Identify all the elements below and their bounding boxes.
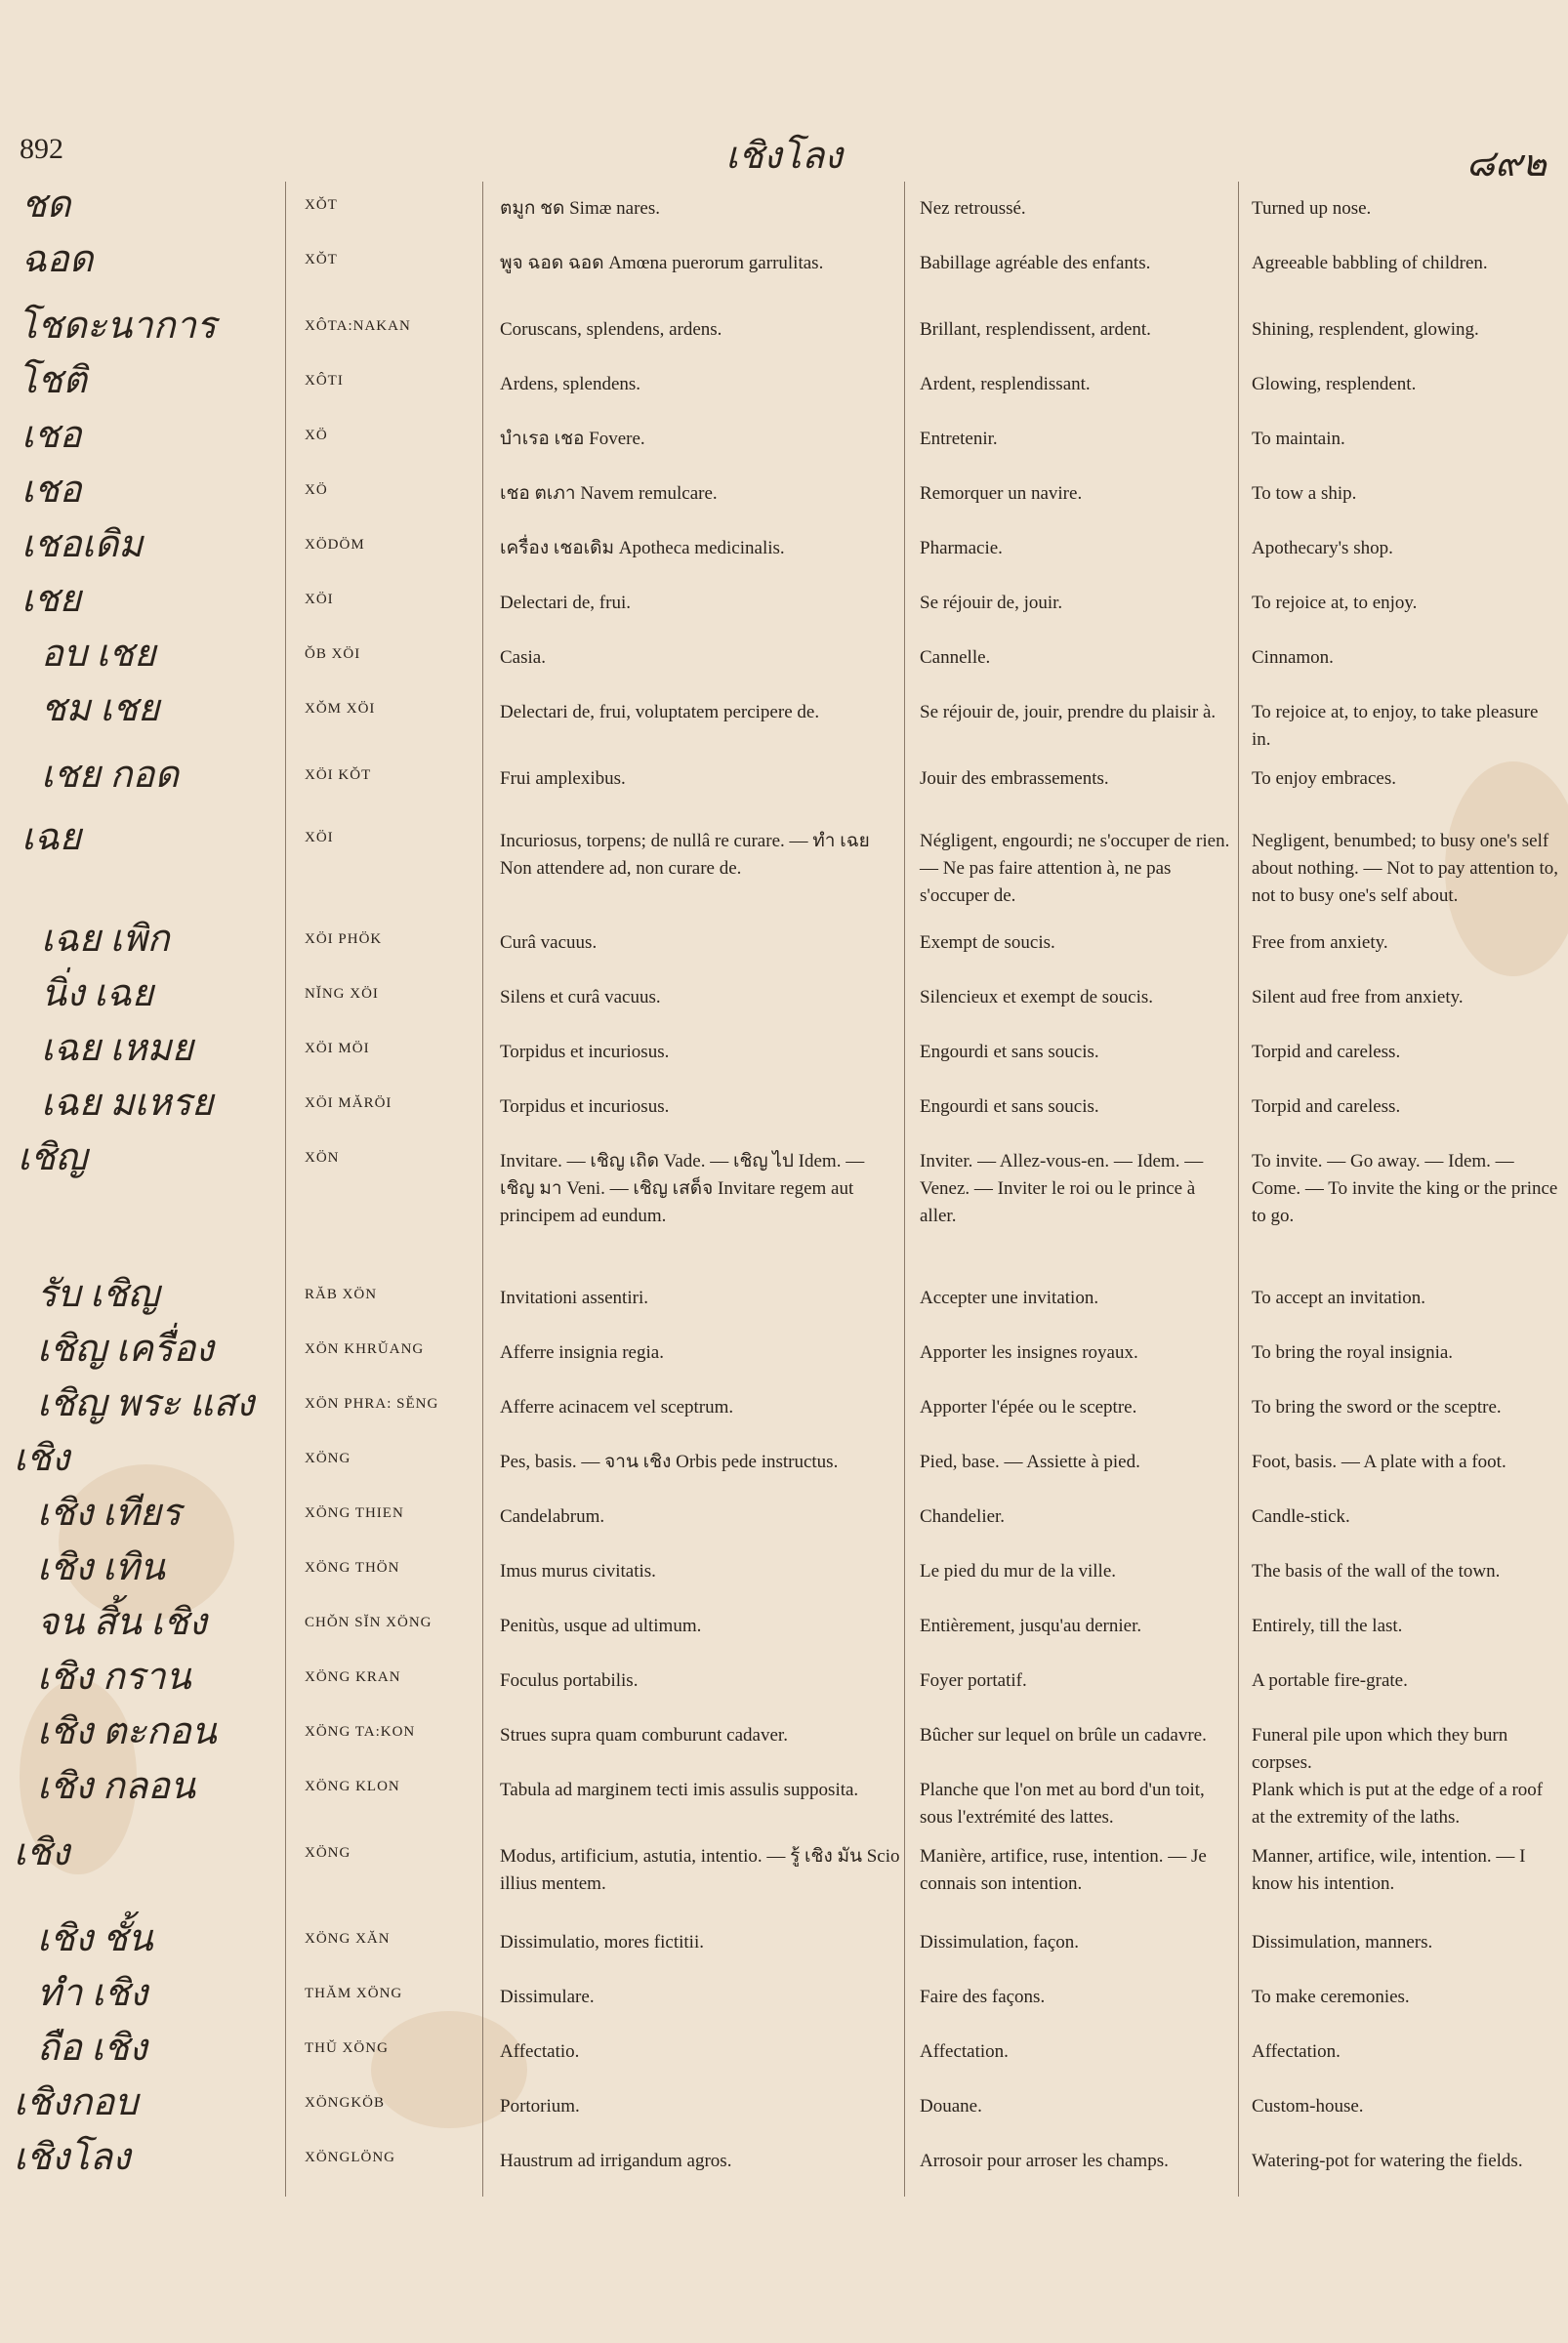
entry-english: Torpid and careless. [1252,1096,1401,1117]
entry-thai: เชิงกอบ [14,2082,139,2123]
entry-romanization: NĬNG XÖI [305,986,379,1002]
entry-english: To rejoice at, to enjoy, to take pleasure in. [1252,702,1539,750]
entry-thai: เชิญ พระ แสง [37,1383,255,1424]
entry-english: The basis of the wall of the town. [1252,1561,1501,1582]
entry-latin: บำเรอ เชอ Fovere. [500,429,645,449]
entry-latin: Ardens, splendens. [500,374,641,394]
entry-english: Affectation. [1252,2041,1341,2062]
entry-latin: Afferre acinacem vel sceptrum. [500,1397,734,1418]
entry-english: To invite. — Go away. — Idem. — Come. — To invite the king or the prince to go. [1252,1151,1558,1226]
entry-french: Se réjouir de, jouir, prendre du plaisir à. [920,702,1217,722]
entry-english: Cinnamon. [1252,647,1334,668]
entry-romanization: XÔTA:NAKAN [305,318,411,334]
entry-latin: Imus murus civitatis. [500,1561,656,1582]
entry-latin: Delectari de, frui. [500,593,631,613]
entry-english: Shining, resplendent, glowing. [1252,319,1479,340]
entry-romanization: XÔTI [305,373,344,389]
entry-latin: Dissimulare. [500,1987,595,2007]
entry-romanization: XÖN KHRŬANG [305,1341,425,1357]
entry-english: To accept an invitation. [1252,1288,1426,1308]
entry-thai: ชม เชย [41,688,160,729]
entry-english: Negligent, benumbed; to busy one's self about nothing. — Not to pay attention to, not to busy one's self about. [1252,831,1558,906]
entry-thai: ฉอด [21,239,94,280]
entry-latin: เครื่อง เชอเดิม Apotheca medicinalis. [500,538,785,558]
column-rule [904,182,905,2197]
entry-latin: Candelabrum. [500,1506,605,1527]
entry-romanization: RĂB XÖN [305,1287,378,1302]
entry-thai: เชิง [14,1832,70,1873]
entry-romanization: XÖNG KLON [305,1779,400,1794]
entry-thai: จน สิ้น เชิง [37,1602,207,1643]
entry-latin: Afferre insignia regia. [500,1342,664,1363]
entry-french: Le pied du mur de la ville. [920,1561,1117,1582]
entry-romanization: XÖI KŎT [305,767,372,783]
entry-english: A portable fire-grate. [1252,1670,1408,1691]
entry-thai: เชิง เทียร [37,1493,182,1534]
entry-french: Arrosoir pour arroser les champs. [920,2151,1169,2171]
entry-english: Apothecary's shop. [1252,538,1393,558]
entry-romanization: XÖN PHRA: SĔNG [305,1396,439,1412]
entry-english: Manner, artifice, wile, intention. — I know his intention. [1252,1846,1526,1894]
column-rule [482,182,483,2197]
entry-french: Jouir des embrassements. [920,768,1109,789]
page-number: 892 [20,133,63,165]
entry-thai: เชย กอด [41,755,180,796]
entry-thai: โชดะนาการ [18,306,217,347]
entry-thai: นิ่ง เฉย [41,973,154,1014]
entry-english: Agreeable babbling of children. [1252,253,1488,273]
entry-french: Foyer portatif. [920,1670,1027,1691]
entry-latin: Torpidus et incuriosus. [500,1042,670,1062]
entry-french: Entièrement, jusqu'au dernier. [920,1616,1142,1636]
entry-romanization: XÖI PHÖK [305,931,383,947]
entry-romanization: XÖNG THÖN [305,1560,400,1576]
entry-latin: Dissimulatio, mores fictitii. [500,1932,704,1952]
entry-french: Négligent, engourdi; ne s'occuper de rien. — Ne pas faire attention à, ne pas s'occuper de. [920,831,1230,906]
entry-thai: เฉย เพิก [41,919,170,960]
entry-french: Exempt de soucis. [920,932,1055,953]
entry-romanization: XÖNGKÖB [305,2095,385,2111]
entry-romanization: XŎT [305,252,338,267]
entry-thai: ถือ เชิง [37,2028,147,2069]
entry-romanization: CHŎN SĬN XÖNG [305,1615,433,1630]
entry-french: Faire des façons. [920,1987,1046,2007]
entry-french: Douane. [920,2096,982,2117]
entry-thai: เชิง เทิน [37,1547,165,1588]
entry-latin: Tabula ad marginem tecti imis assulis supposita. [500,1780,859,1800]
entry-english: Funeral pile upon which they burn corpses. [1252,1725,1508,1773]
entry-latin: Coruscans, splendens, ardens. [500,319,722,340]
entry-french: Engourdi et sans soucis. [920,1096,1099,1117]
entry-latin: Affectatio. [500,2041,580,2062]
entry-french: Entretenir. [920,429,998,449]
entry-thai: เชิง [14,1438,70,1479]
entry-english: To tow a ship. [1252,483,1357,504]
entry-thai: เชิง กลอน [37,1766,195,1807]
entry-english: To make ceremonies. [1252,1987,1410,2007]
entry-french: Se réjouir de, jouir. [920,593,1063,613]
entry-latin: Portorium. [500,2096,580,2117]
entry-thai: อบ เชย [41,634,156,675]
entry-thai: เชิง ชั้น [37,1918,153,1959]
entry-romanization: XÖNG [305,1845,351,1861]
entry-thai: เชอ [21,470,82,511]
entry-latin: Torpidus et incuriosus. [500,1096,670,1117]
entry-thai: เฉย เหมย [41,1028,193,1069]
entry-french: Silencieux et exempt de soucis. [920,987,1154,1007]
entry-latin: Penitùs, usque ad ultimum. [500,1616,702,1636]
entry-thai: เฉย [21,817,82,858]
entry-romanization: ŎB XÖI [305,646,361,662]
entry-french: Apporter l'épée ou le sceptre. [920,1397,1137,1418]
entry-english: Free from anxiety. [1252,932,1388,953]
entry-latin: Invitare. — เชิญ เถิด Vade. — เชิญ ไป Idem. — เชิญ มา Veni. — เชิญ เสด็จ Invitare regem aut principem ad eundum. [500,1151,865,1226]
entry-english: To bring the sword or the sceptre. [1252,1397,1502,1418]
entry-romanization: XÖNGLÖNG [305,2150,395,2165]
running-head: เชิงโลง [725,136,843,177]
entry-romanization: XÖ [305,482,328,498]
entry-romanization: XÖNG THIEN [305,1505,404,1521]
entry-latin: พูจ ฉอด ฉอด Amœna puerorum garrulitas. [500,253,824,273]
column-rule [285,182,286,2197]
entry-thai: เชิญ เครื่อง [37,1329,214,1370]
entry-thai: เฉย มเหรย [41,1083,214,1124]
entry-french: Dissimulation, façon. [920,1932,1080,1952]
entry-latin: Invitationi assentiri. [500,1288,648,1308]
entry-latin: Delectari de, frui, voluptatem percipere de. [500,702,820,722]
entry-latin: Modus, artificium, astutia, intentio. — รู้ เชิง มัน Scio illius mentem. [500,1846,900,1894]
entry-english: Foot, basis. — A plate with a foot. [1252,1452,1506,1472]
entry-romanization: XŎM XÖI [305,701,376,717]
paper-stain [59,1464,234,1621]
entry-latin: ตมูก ชด Simæ nares. [500,198,660,219]
entry-latin: เชอ ตเภา Navem remulcare. [500,483,718,504]
page-number-thai: ๘๙๒ [1465,144,1547,185]
entry-french: Nez retroussé. [920,198,1026,219]
entry-english: Entirely, till the last. [1252,1616,1403,1636]
entry-latin: Foculus portabilis. [500,1670,639,1691]
entry-thai: ชด [21,185,71,226]
entry-french: Planche que l'on met au bord d'un toit, sous l'extrémité des lattes. [920,1780,1205,1828]
entry-french: Inviter. — Allez-vous-en. — Idem. — Venez. — Inviter le roi ou le prince à aller. [920,1151,1204,1226]
entry-thai: รับ เชิญ [37,1274,160,1315]
entry-english: Turned up nose. [1252,198,1372,219]
entry-romanization: XÖI [305,592,334,607]
entry-latin: Pes, basis. — จาน เชิง Orbis pede instructus. [500,1452,839,1472]
entry-romanization: XŎT [305,197,338,213]
entry-latin: Frui amplexibus. [500,768,626,789]
entry-romanization: XÖNG XĂN [305,1931,391,1947]
entry-romanization: XÖDÖM [305,537,365,553]
entry-french: Babillage agréable des enfants. [920,253,1151,273]
entry-latin: Strues supra quam comburunt cadaver. [500,1725,788,1746]
entry-english: To bring the royal insignia. [1252,1342,1454,1363]
entry-thai: โชติ [18,360,87,401]
entry-french: Accepter une invitation. [920,1288,1099,1308]
entry-french: Brillant, resplendissent, ardent. [920,319,1151,340]
entry-thai: เชย [21,579,82,620]
entry-romanization: XÖNG [305,1451,351,1466]
entry-french: Remorquer un navire. [920,483,1083,504]
entry-romanization: XÖNG TA:KON [305,1724,416,1740]
entry-thai: เชิง กราน [37,1657,191,1698]
entry-english: Custom-house. [1252,2096,1364,2117]
entry-latin: Curâ vacuus. [500,932,598,953]
entry-latin: Casia. [500,647,546,668]
column-rule [1238,182,1239,2197]
entry-latin: Silens et curâ vacuus. [500,987,661,1007]
entry-english: Watering-pot for watering the fields. [1252,2151,1523,2171]
entry-french: Cannelle. [920,647,991,668]
entry-english: To enjoy embraces. [1252,768,1396,789]
entry-thai: เชอ [21,415,82,456]
entry-french: Ardent, resplendissant. [920,374,1091,394]
entry-romanization: XÖN [305,1150,340,1166]
entry-romanization: XÖNG KRAN [305,1669,401,1685]
entry-english: Torpid and careless. [1252,1042,1401,1062]
entry-thai: ทำ เชิง [37,1973,148,2014]
entry-english: To maintain. [1252,429,1345,449]
entry-thai: เชอเดิม [21,524,144,565]
entry-romanization: XÖI MĂRÖI [305,1095,392,1111]
entry-french: Engourdi et sans soucis. [920,1042,1099,1062]
entry-thai: เชิงโลง [14,2137,131,2178]
entry-french: Chandelier. [920,1506,1006,1527]
entry-french: Pied, base. — Assiette à pied. [920,1452,1140,1472]
entry-romanization: THŬ XÖNG [305,2040,389,2056]
entry-english: Candle-stick. [1252,1506,1350,1527]
entry-french: Pharmacie. [920,538,1003,558]
entry-romanization: THĂM XÖNG [305,1986,403,2001]
entry-french: Affectation. [920,2041,1009,2062]
entry-romanization: XÖI MÖI [305,1041,370,1056]
entry-latin: Haustrum ad irrigandum agros. [500,2151,732,2171]
entry-latin: Incuriosus, torpens; de nullâ re curare. — ทำ เฉย Non attendere ad, non curare de. [500,831,870,879]
entry-french: Manière, artifice, ruse, intention. — Je connais son intention. [920,1846,1207,1894]
entry-thai: เชิง ตะกอน [37,1711,217,1752]
entry-english: Dissimulation, manners. [1252,1932,1433,1952]
entry-english: Glowing, resplendent. [1252,374,1417,394]
entry-english: Silent aud free from anxiety. [1252,987,1464,1007]
entry-thai: เชิญ [18,1137,88,1178]
entry-romanization: XÖI [305,830,334,845]
entry-french: Apporter les insignes royaux. [920,1342,1138,1363]
entry-english: Plank which is put at the edge of a roof at the extremity of the laths. [1252,1780,1544,1828]
entry-french: Bûcher sur lequel on brûle un cadavre. [920,1725,1207,1746]
entry-romanization: XÖ [305,428,328,443]
entry-english: To rejoice at, to enjoy. [1252,593,1418,613]
